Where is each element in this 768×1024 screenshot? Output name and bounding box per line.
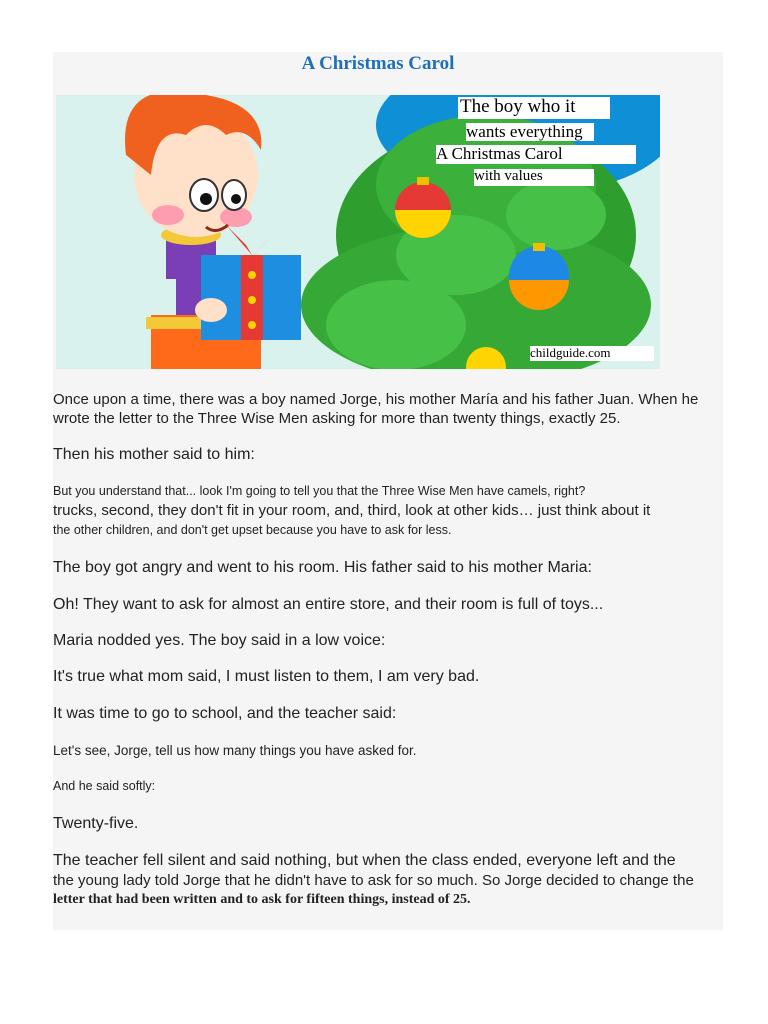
paragraph-entire-store: Oh! They want to ask for almost an entire store, and their room is full of toys... bbox=[53, 596, 604, 613]
watermark-text: childguide.com bbox=[530, 346, 654, 361]
caption-line-1: The boy who it bbox=[458, 97, 610, 119]
paragraph-said-softly: And he said softly: bbox=[53, 779, 156, 793]
paragraph-trucks: trucks, second, they don't fit in your room, and, third, look at other kids… just think about it bbox=[53, 502, 651, 519]
christmas-illustration bbox=[56, 95, 660, 369]
paragraph-twenty-five: Twenty-five. bbox=[53, 815, 139, 832]
paragraph-teacher-silent: The teacher fell silent and said nothing, but when the class ended, everyone left and the bbox=[53, 852, 676, 869]
paragraph-listen: It's true what mom said, I must listen to them, I am very bad. bbox=[53, 668, 480, 685]
caption-line-3: A Christmas Carol bbox=[436, 145, 636, 164]
paragraph-camels: But you understand that... look I'm going to tell you that the Three Wise Men have camels, right? bbox=[53, 484, 586, 498]
caption-line-4: with values bbox=[474, 169, 594, 186]
paragraph-fifteen-things: letter that had been written and to ask for fifteen things, instead of 25. bbox=[53, 892, 471, 907]
paragraph-school: It was time to go to school, and the teacher said: bbox=[53, 705, 397, 722]
paragraph-lets-see: Let's see, Jorge, tell us how many things you have asked for. bbox=[53, 743, 417, 758]
paragraph-maria-nodded: Maria nodded yes. The boy said in a low voice: bbox=[53, 632, 386, 649]
document-title: A Christmas Carol bbox=[301, 53, 455, 74]
document-page bbox=[53, 52, 723, 930]
paragraph-other-children: the other children, and don't get upset because you have to ask for less. bbox=[53, 523, 452, 537]
paragraph-intro: Once upon a time, there was a boy named Jorge, his mother María and his father Juan. When he wrote the letter to the Three Wise Men asking for more than twenty things, exactly 25. bbox=[53, 391, 699, 427]
caption-line-2: wants everything bbox=[466, 123, 594, 141]
paragraph-mother-said: Then his mother said to him: bbox=[53, 446, 255, 463]
paragraph-boy-angry: The boy got angry and went to his room. His father said to his mother Maria: bbox=[53, 559, 592, 576]
paragraph-young-lady: the young lady told Jorge that he didn't have to ask for so much. So Jorge decided to change the bbox=[53, 872, 694, 889]
